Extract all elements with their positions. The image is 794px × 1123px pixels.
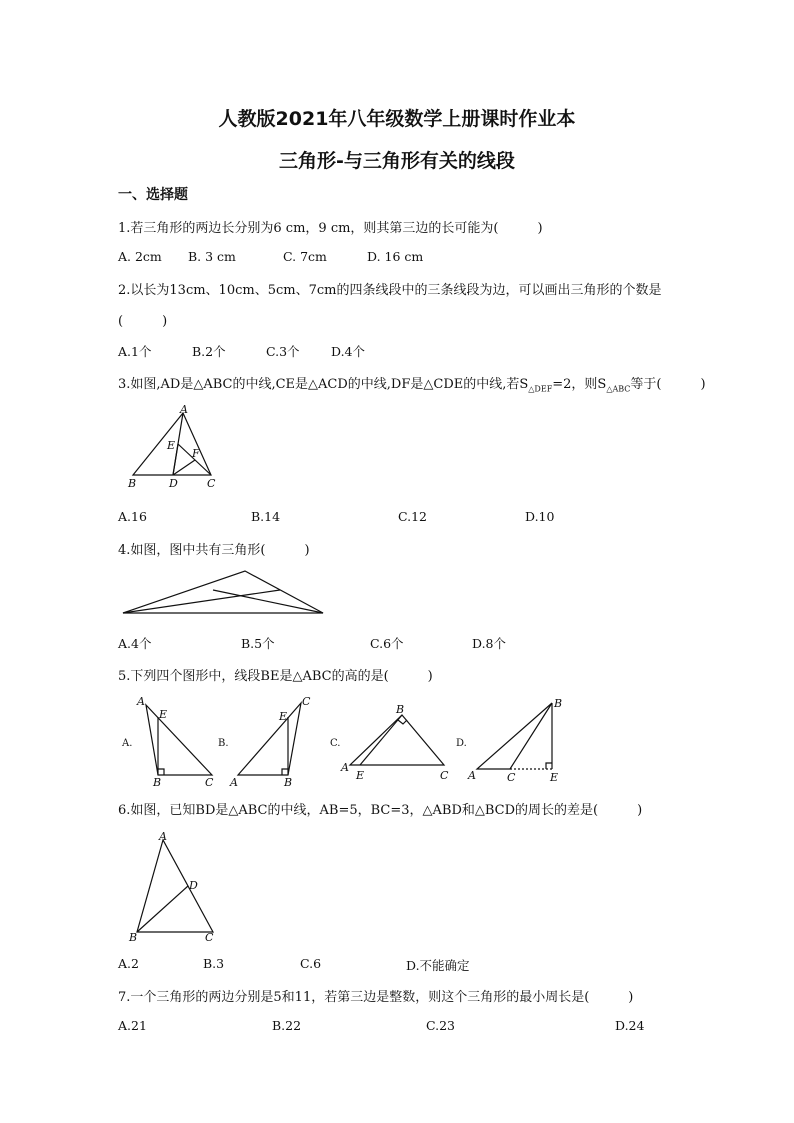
question-6-text: 6.如图，已知BD是△ABC的中线，AB=5，BC=3，△ABD和△BCD的周长的差是( ) (118, 803, 643, 818)
q5-c-triangle (350, 715, 444, 765)
q5-figure-d (452, 693, 582, 793)
q2-option-d: D.4个 (331, 344, 366, 359)
q5-c-label-a: A (341, 761, 349, 774)
q5-a-right-angle (158, 769, 164, 775)
q1-option-d: D. 16 cm (367, 249, 424, 264)
q6-label-d: D (189, 879, 198, 892)
q5-c-label-e: E (356, 769, 365, 782)
q6-label-a: A (159, 830, 167, 843)
q3-triangle-figure (125, 405, 225, 490)
q5-figure-b (218, 693, 318, 793)
q4-segment-1 (123, 590, 280, 613)
question-5-text: 5.下列四个图形中，线段BE是△ABC的高的是( ) (118, 669, 433, 684)
q5-a-label-a: A (137, 695, 145, 708)
q3-label-e: E (167, 439, 176, 452)
q5-figure-d-tag: D. (456, 738, 467, 749)
q5-figure-b-tag: B. (218, 738, 229, 749)
q7-option-b: B.22 (272, 1018, 302, 1033)
q5-d-label-c: C (507, 771, 516, 784)
q6-triangle-figure (125, 830, 225, 945)
question-3-text: 3.如图,AD是△ABC的中线,CE是△ACD的中线,DF是△CDE的中线,若$S_{\triangle DEF}=2$，则$S_{\triangle ABC}$等于( ) (118, 377, 706, 394)
q4-option-d: D.8个 (472, 636, 507, 651)
q7-option-a: A.21 (118, 1018, 147, 1033)
q5-b-label-c: C (302, 695, 311, 708)
q5-c-label-b: B (396, 703, 405, 716)
q4-option-a: A.4个 (118, 636, 152, 651)
q5-d-triangle (477, 703, 552, 769)
q6-label-c: C (205, 931, 214, 944)
q5-c-segment-be (360, 715, 402, 765)
q6-option-a: A.2 (118, 956, 139, 971)
q3-option-a: A.16 (118, 509, 147, 524)
q3-label-b: B (128, 477, 137, 490)
q5-d-label-e: E (550, 771, 559, 784)
q5-figure-c-tag: C. (330, 738, 341, 749)
q5-d-right-angle (546, 763, 552, 769)
q1-option-b: B. 3 cm (188, 249, 236, 264)
question-2-text: 2.以长为13cm、10cm、5cm、7cm的四条线段中的三条线段为边，可以画出三角形的个数是 (118, 283, 662, 298)
q3-option-b: B.14 (251, 509, 281, 524)
q5-a-label-b: B (153, 776, 162, 789)
q5-b-right-angle (282, 769, 288, 775)
q4-triangle-figure (118, 568, 328, 618)
section-heading: 一、选择题 (118, 187, 188, 203)
q6-triangle-abc (137, 840, 213, 932)
q5-c-label-c: C (440, 769, 449, 782)
q5-b-label-a: A (230, 776, 238, 789)
q7-option-d: D.24 (615, 1018, 645, 1033)
q2-option-a: A.1个 (118, 344, 152, 359)
q5-b-triangle (238, 703, 301, 775)
q5-d-label-b: B (554, 697, 563, 710)
q3-label-a: A (180, 403, 188, 416)
q3-median-df (173, 460, 195, 475)
q3-label-c: C (207, 477, 216, 490)
document-title: 人教版2021年八年级数学上册课时作业本 (218, 108, 576, 130)
q5-a-label-c: C (205, 776, 214, 789)
q1-option-a: A. 2cm (118, 249, 162, 264)
q3-label-d: D (169, 477, 178, 490)
q5-c-right-angle (398, 720, 407, 724)
q6-option-d: D.不能确定 (406, 958, 470, 973)
question-4-text: 4.如图，图中共有三角形( ) (118, 543, 310, 558)
q5-figure-c (326, 693, 456, 793)
q3-option-c: C.12 (398, 509, 427, 524)
q5-b-label-b: B (284, 776, 293, 789)
q5-figure-a-tag: A. (122, 738, 133, 749)
q2-option-c: C.3个 (266, 344, 300, 359)
question-1-text: 1.若三角形的两边长分别为6 cm，9 cm，则其第三边的长可能为( ) (118, 221, 543, 236)
question-7-text: 7.一个三角形的两边分别是5和11，若第三边是整数，则这个三角形的最小周长是( ) (118, 990, 634, 1005)
q5-a-label-e: E (159, 708, 168, 721)
q6-option-c: C.6 (300, 956, 322, 971)
question-2-text-cont: ( ) (118, 314, 168, 329)
q5-d-label-a: A (468, 769, 476, 782)
q3-label-f: F (192, 447, 200, 460)
q4-option-b: B.5个 (241, 636, 275, 651)
q5-a-triangle (146, 705, 212, 775)
q3-option-d: D.10 (525, 509, 555, 524)
q5-b-label-e: E (279, 710, 288, 723)
q1-option-c: C. 7cm (283, 249, 327, 264)
q6-label-b: B (129, 931, 138, 944)
q5-figure-a (118, 693, 218, 793)
q6-option-b: B.3 (203, 956, 225, 971)
q4-option-c: C.6个 (370, 636, 404, 651)
q2-option-b: B.2个 (192, 344, 226, 359)
q4-segment-2 (213, 590, 323, 613)
document-subtitle: 三角形-与三角形有关的线段 (279, 150, 515, 172)
q7-option-c: C.23 (426, 1018, 455, 1033)
q6-median-bd (137, 886, 188, 932)
